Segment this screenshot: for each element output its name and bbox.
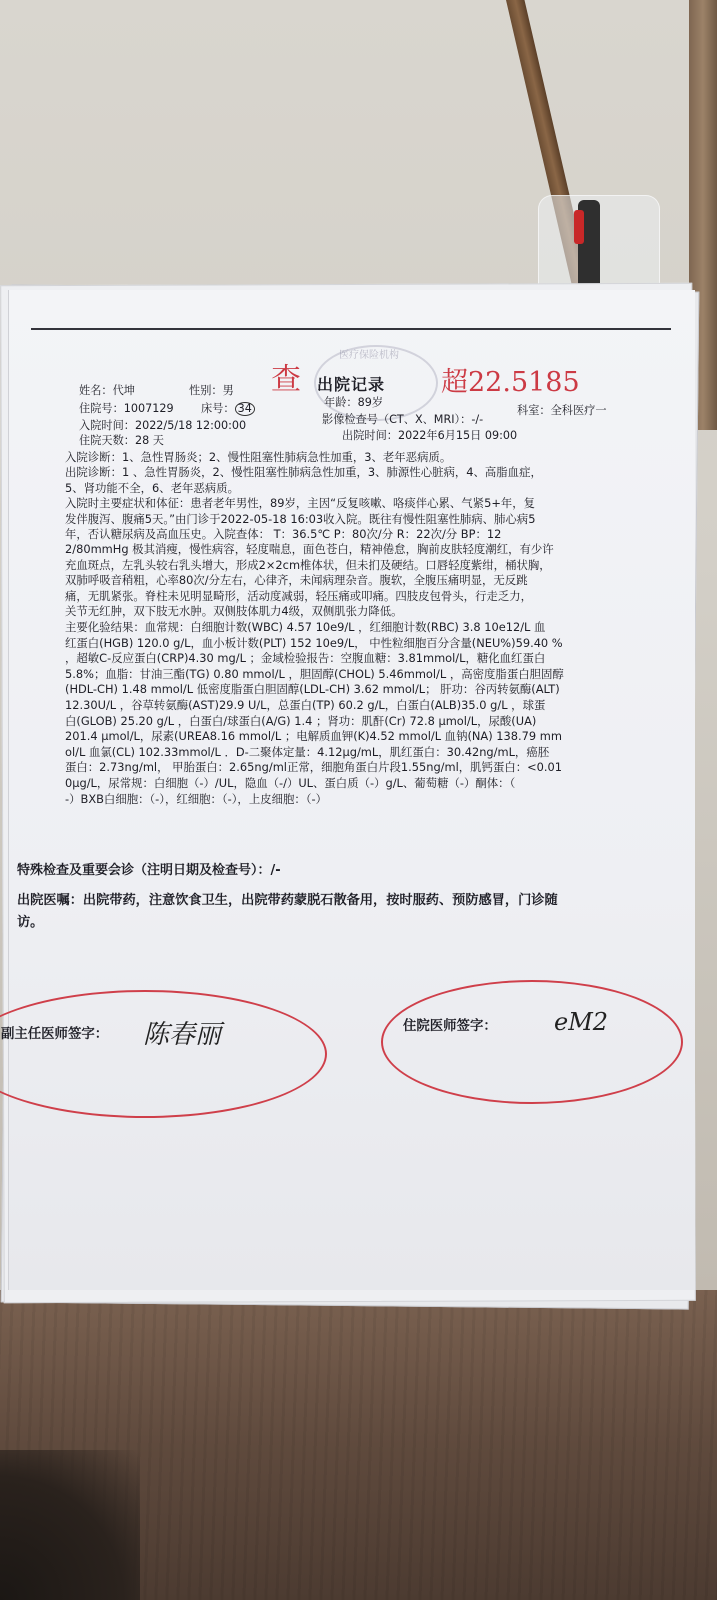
discharge-orders-line-2: 访。 <box>17 915 44 930</box>
body-line: 入院时主要症状和体征：患者老年男性，89岁，主因“反复咳嗽、咯痰伴心累、气紧5+年，复 <box>65 496 536 511</box>
handwritten-patient-number: 超22.5185 <box>441 367 580 398</box>
days-field: 住院天数：28 天 <box>79 434 164 447</box>
discharge-time-field: 出院时间：2022年6月15日 09:00 <box>342 429 518 442</box>
lab-line: 蛋白：2.73ng/ml， 甲胎蛋白：2.65ng/ml正常，细胞角蛋白片段1.55ng/ml，肌钙蛋白：<0.01 <box>65 760 563 775</box>
name-field: 姓名：代坤 <box>79 384 135 397</box>
admission-no-field: 住院号：1007129 <box>79 402 174 415</box>
discharge-orders-line: 出院医嘱：出院带药，注意饮食卫生，出院带药蒙脱石散备用，按时服药、预防感冒，门诊随 <box>17 893 558 908</box>
lab-results <box>65 620 675 807</box>
lab-line: 12.30U/L ，谷草转氨酶(AST)29.9 U/L，总蛋白(TP) 60.2 g/L，白蛋白(ALB)35.0 g/L ，球蛋 <box>65 697 546 712</box>
special-exam-line: 特殊检查及重要会诊（注明日期及检查号）：/- <box>17 863 281 878</box>
lab-line: 主要化验结果：血常规：白细胞计数(WBC) 4.57 10e9/L ，红细胞计数(RBC) 3.8 10e12/L 血 <box>65 620 546 634</box>
dept-field: 科室：全科医疗一 <box>517 404 607 417</box>
deputy-signature-label: 副主任医师签字： <box>1 1027 109 1042</box>
body-line: 发伴腹泻、腹痛5天。”由门诊于2022-05-18 16:03收入院。既往有慢性阻塞性肺病、肺心病5 <box>65 511 536 526</box>
deputy-signature-oval <box>0 990 327 1118</box>
body-line: 充血斑点，左乳头较右乳头增大，形成2×2cm椎体状，但未扪及硬结。口唇轻度紫绀，桶状胸， <box>65 557 551 572</box>
imaging-field: 影像检查号（CT、X、MRI）：-/- <box>322 413 484 426</box>
lab-line: 201.4 μmol/L，尿素(UREA8.16 mmol/L ；电解质血钾(K)4.52 mmol/L 血钠(NA) 138.79 mm <box>65 729 562 744</box>
lab-line: ，超敏C-反应蛋白(CRP)4.30 mg/L ；金域检验报告：空腹血糖：3.81mmol/L，糖化血红蛋白 <box>65 651 546 666</box>
lab-line: 白(GLOB) 25.20 g/L ，白蛋白/球蛋白(A/G) 1.4 ；肾功：肌酐(Cr) 72.8 μmol/L，尿酸(UA) <box>65 713 537 728</box>
admit-time-field: 入院时间：2022/5/18 12:00:00 <box>79 419 247 432</box>
page-title: 出院记录 <box>317 375 386 394</box>
stamp-text: 医疗保险机构 <box>339 350 399 361</box>
lab-line: ol/L 血氯(CL) 102.33mmol/L ．D-二聚体定量：4.12μg/mL，肌红蛋白：30.42ng/mL，癌胚 <box>65 744 550 759</box>
body-line: 年，否认糖尿病及高血压史。入院查体： T：36.5℃ P：80次/分 R：22次/分 BP：12 <box>65 527 502 542</box>
gender-field: 性别：男 <box>189 384 234 397</box>
deputy-signature: 陈春丽 <box>143 1020 222 1050</box>
record-body <box>65 450 675 619</box>
body-line: 痛，无肌紧张。脊柱未见明显畸形，活动度减弱，轻压痛或叩痛。四肢皮包骨头，行走乏力， <box>65 588 533 603</box>
top-rule <box>31 328 671 330</box>
resident-signature: eM2 <box>554 1008 609 1036</box>
bed-field: 床号： 34 <box>201 402 255 416</box>
lab-line: 红蛋白(HGB) 120.0 g/L，血小板计数(PLT) 152 10e9/L， 中性粒细胞百分含量(NEU%)59.40 % <box>65 635 563 650</box>
body-line: 双肺呼吸音稍粗，心率80次/分左右，心律齐，未闻病理杂音。腹软，全腹压痛明显，无反跳 <box>65 573 528 588</box>
lab-line: 0μg/L，尿常规：白细胞（-）/UL，隐血（-/）UL、蛋白质（-）g/L、葡萄糖（-）酮体：（ <box>65 775 516 790</box>
handwritten-check-mark: 查 <box>271 362 301 397</box>
discharge-record-paper <box>1 290 695 1290</box>
age-field: 年龄：89岁 <box>324 396 384 409</box>
dark-corner <box>0 1450 140 1600</box>
body-line: 5、肾功能不全，6、老年恶病质。 <box>65 480 239 495</box>
body-line: 关节无红肿，双下肢无水肿。双侧肢体肌力4级，双侧肌张力降低。 <box>65 604 403 619</box>
lab-line: (HDL-CH) 1.48 mmol/L 低密度脂蛋白胆固醇(LDL-CH) 3.62 mmol/L； 肝功：谷丙转氨酶(ALT) <box>65 682 560 697</box>
lab-line: 5.8%；血脂：甘油三酯(TG) 0.80 mmol/L ，胆固醇(CHOL) 5.46mmol/L ，高密度脂蛋白胆固醇 <box>65 666 564 681</box>
body-line: 出院诊断：1 、急性胃肠炎，2、慢性阻塞性肺病急性加重，3、肺源性心脏病，4、高脂血症， <box>65 465 542 480</box>
resident-signature-oval <box>381 980 683 1104</box>
body-line: 入院诊断：1、急性胃肠炎；2、慢性阻塞性肺病急性加重，3、老年恶病质。 <box>65 450 452 464</box>
body-line: 2/80mmHg 极其消瘦，慢性病容，轻度喘息，面色苍白，精神倦怠，胸前皮肤轻度潮红，有少许 <box>65 542 554 557</box>
pen-cap <box>574 210 584 244</box>
lab-line: -）BXB白细胞：（-），红细胞：（-），上皮细胞：（-） <box>65 791 327 806</box>
resident-signature-label: 住院医师签字： <box>403 1019 497 1034</box>
